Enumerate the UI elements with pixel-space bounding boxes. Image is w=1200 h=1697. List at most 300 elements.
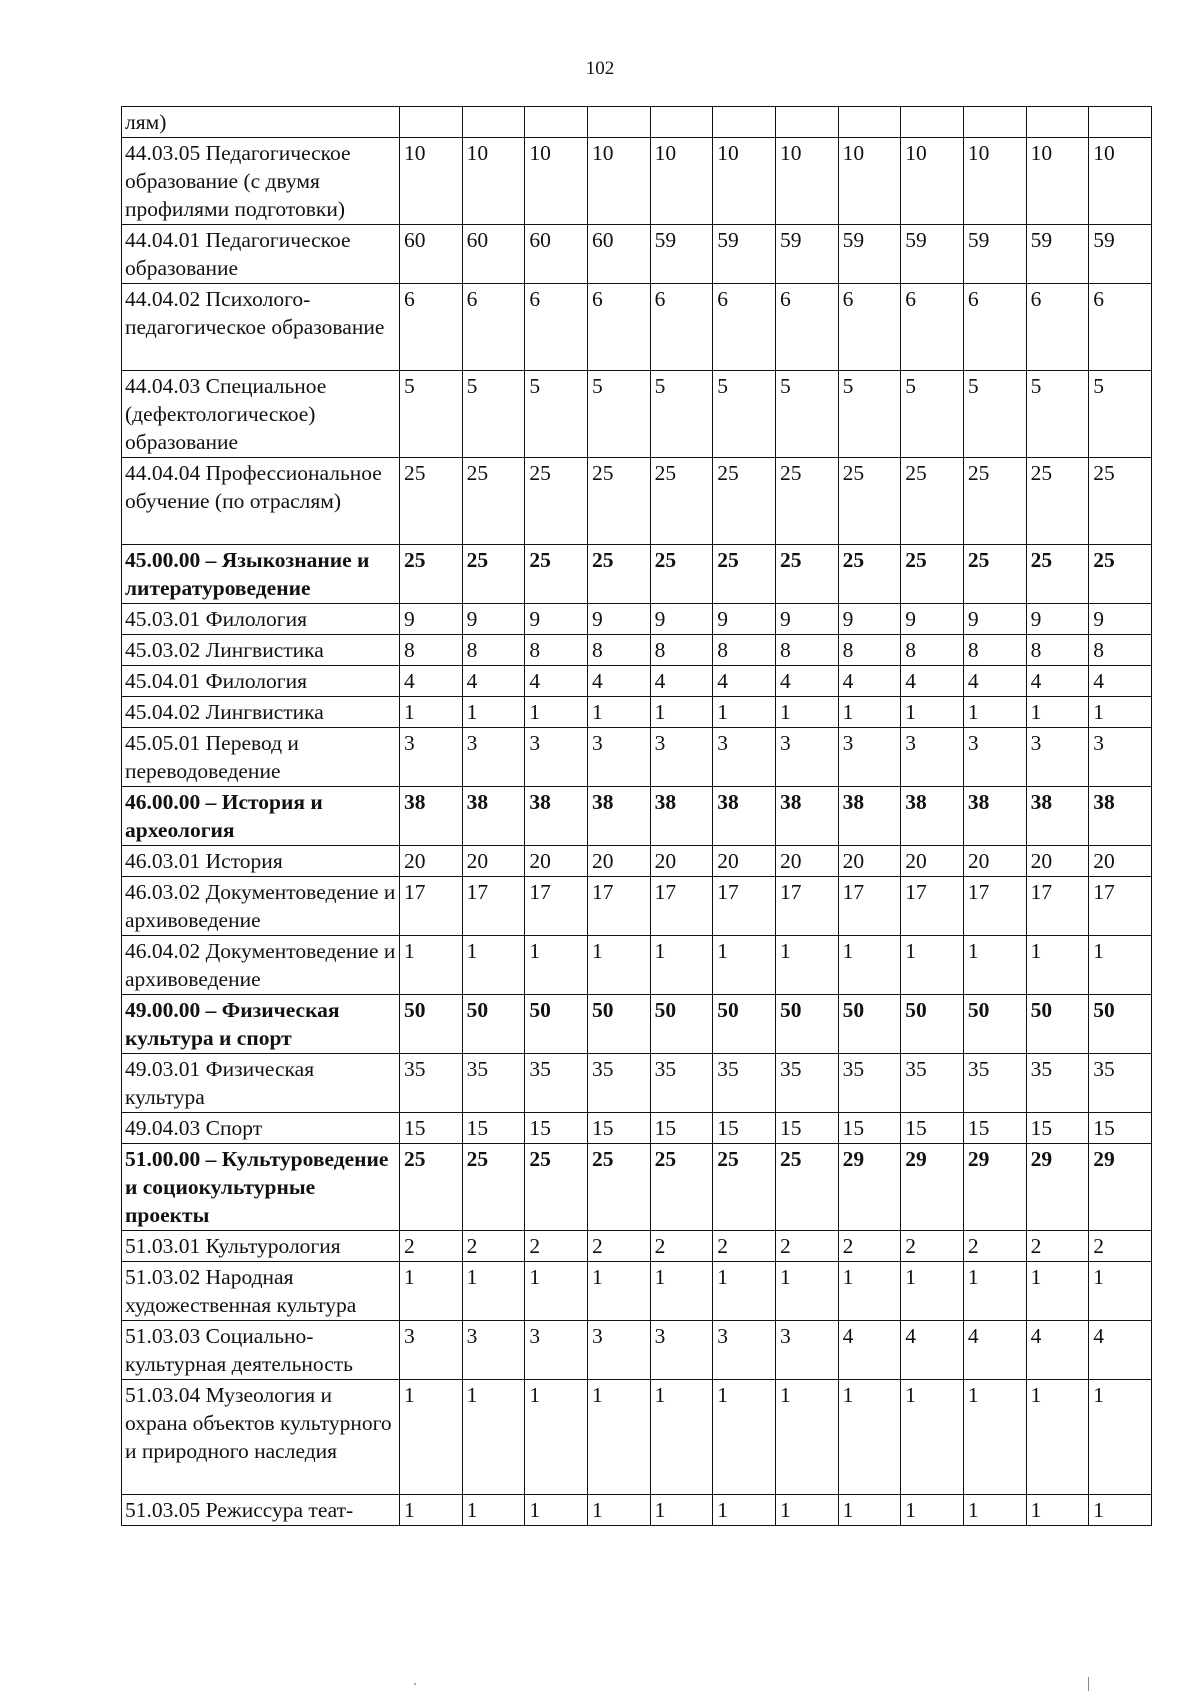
scan-mark (1088, 1677, 1089, 1691)
value-cell: 10 (963, 138, 1026, 225)
value-cell: 1 (963, 1495, 1026, 1526)
value-cell: 35 (462, 1054, 525, 1113)
value-cell: 50 (525, 995, 588, 1054)
value-cell: 5 (400, 371, 463, 458)
value-cell: 10 (713, 138, 776, 225)
value-cell: 10 (462, 138, 525, 225)
value-cell: 25 (1026, 545, 1089, 604)
value-cell: 3 (963, 728, 1026, 787)
value-cell: 4 (901, 1321, 964, 1380)
value-cell: 25 (1089, 545, 1152, 604)
value-cell: 20 (1089, 846, 1152, 877)
value-cell: 59 (838, 225, 901, 284)
row-label: 51.03.04 Музеология и охрана объектов культурного и природного наследия (122, 1380, 400, 1495)
value-cell: 6 (713, 284, 776, 371)
value-cell: 3 (587, 728, 650, 787)
value-cell: 1 (901, 1262, 964, 1321)
value-cell: 59 (1089, 225, 1152, 284)
value-cell: 38 (650, 787, 713, 846)
value-cell: 1 (901, 1495, 964, 1526)
value-cell: 4 (1026, 666, 1089, 697)
value-cell: 1 (838, 1495, 901, 1526)
value-cell: 15 (838, 1113, 901, 1144)
value-cell (1026, 107, 1089, 138)
value-cell: 20 (525, 846, 588, 877)
value-cell: 15 (713, 1113, 776, 1144)
table-group-row (122, 545, 1152, 604)
value-cell: 3 (525, 728, 588, 787)
value-cell: 38 (462, 787, 525, 846)
value-cell: 17 (901, 877, 964, 936)
value-cell: 15 (963, 1113, 1026, 1144)
value-cell: 50 (400, 995, 463, 1054)
value-cell: 1 (775, 697, 838, 728)
value-cell: 1 (963, 1380, 1026, 1495)
value-cell: 25 (587, 1144, 650, 1231)
value-cell (587, 107, 650, 138)
table-row (122, 284, 1152, 371)
value-cell: 4 (838, 666, 901, 697)
value-cell: 38 (400, 787, 463, 846)
value-cell (838, 107, 901, 138)
value-cell: 10 (650, 138, 713, 225)
value-cell: 1 (1089, 1495, 1152, 1526)
table-row (122, 458, 1152, 545)
value-cell: 1 (713, 936, 776, 995)
value-cell: 25 (1089, 458, 1152, 545)
value-cell: 3 (1026, 728, 1089, 787)
value-cell: 4 (901, 666, 964, 697)
value-cell: 6 (400, 284, 463, 371)
value-cell: 25 (713, 1144, 776, 1231)
value-cell: 3 (525, 1321, 588, 1380)
value-cell: 4 (1089, 1321, 1152, 1380)
value-cell: 35 (775, 1054, 838, 1113)
value-cell: 25 (901, 545, 964, 604)
value-cell: 38 (587, 787, 650, 846)
value-cell: 9 (1089, 604, 1152, 635)
value-cell: 5 (963, 371, 1026, 458)
value-cell: 1 (525, 697, 588, 728)
value-cell: 17 (587, 877, 650, 936)
value-cell: 6 (838, 284, 901, 371)
value-cell: 8 (775, 635, 838, 666)
value-cell: 17 (525, 877, 588, 936)
value-cell: 9 (838, 604, 901, 635)
value-cell: 1 (1026, 1495, 1089, 1526)
value-cell: 6 (525, 284, 588, 371)
value-cell: 4 (1089, 666, 1152, 697)
value-cell: 6 (901, 284, 964, 371)
value-cell: 5 (525, 371, 588, 458)
value-cell: 1 (587, 697, 650, 728)
value-cell: 38 (1089, 787, 1152, 846)
table-row (122, 877, 1152, 936)
value-cell: 17 (462, 877, 525, 936)
value-cell: 3 (901, 728, 964, 787)
row-label: 49.00.00 – Физическая культура и спорт (122, 995, 400, 1054)
value-cell: 1 (1026, 936, 1089, 995)
value-cell: 2 (525, 1231, 588, 1262)
value-cell: 1 (901, 936, 964, 995)
value-cell: 8 (587, 635, 650, 666)
value-cell: 10 (525, 138, 588, 225)
value-cell: 60 (400, 225, 463, 284)
value-cell: 2 (1089, 1231, 1152, 1262)
value-cell: 8 (901, 635, 964, 666)
value-cell: 38 (525, 787, 588, 846)
value-cell: 29 (1089, 1144, 1152, 1231)
value-cell: 25 (462, 545, 525, 604)
table-row (122, 1231, 1152, 1262)
row-label: 51.03.03 Социально-культурная деятельность (122, 1321, 400, 1380)
value-cell: 35 (901, 1054, 964, 1113)
value-cell: 10 (587, 138, 650, 225)
row-label: 45.04.02 Лингвистика (122, 697, 400, 728)
value-cell: 6 (775, 284, 838, 371)
value-cell: 38 (963, 787, 1026, 846)
value-cell: 35 (963, 1054, 1026, 1113)
table-row (122, 1321, 1152, 1380)
value-cell: 17 (400, 877, 463, 936)
value-cell: 3 (400, 1321, 463, 1380)
value-cell: 4 (713, 666, 776, 697)
row-label: 51.00.00 – Культуроведение и социокультурные проекты (122, 1144, 400, 1231)
value-cell: 5 (1026, 371, 1089, 458)
value-cell: 2 (400, 1231, 463, 1262)
value-cell: 35 (650, 1054, 713, 1113)
value-cell: 38 (1026, 787, 1089, 846)
value-cell: 9 (525, 604, 588, 635)
row-label: 51.03.02 Народная художественная культура (122, 1262, 400, 1321)
value-cell: 29 (963, 1144, 1026, 1231)
value-cell: 1 (775, 1495, 838, 1526)
value-cell: 1 (587, 1262, 650, 1321)
row-label: 46.00.00 – История и археология (122, 787, 400, 846)
value-cell: 50 (1026, 995, 1089, 1054)
value-cell (713, 107, 776, 138)
value-cell: 9 (462, 604, 525, 635)
value-cell: 5 (1089, 371, 1152, 458)
value-cell: 10 (1026, 138, 1089, 225)
value-cell: 5 (587, 371, 650, 458)
value-cell: 29 (838, 1144, 901, 1231)
value-cell: 1 (1089, 697, 1152, 728)
value-cell: 1 (901, 697, 964, 728)
value-cell: 1 (400, 697, 463, 728)
value-cell: 6 (650, 284, 713, 371)
value-cell: 38 (713, 787, 776, 846)
value-cell: 1 (525, 1495, 588, 1526)
table-row (122, 1113, 1152, 1144)
value-cell: 25 (838, 458, 901, 545)
value-cell: 9 (775, 604, 838, 635)
value-cell: 17 (775, 877, 838, 936)
value-cell: 1 (838, 936, 901, 995)
value-cell: 25 (775, 1144, 838, 1231)
value-cell: 50 (650, 995, 713, 1054)
value-cell: 1 (963, 697, 1026, 728)
value-cell: 25 (838, 545, 901, 604)
value-cell: 1 (650, 1262, 713, 1321)
value-cell: 9 (963, 604, 1026, 635)
value-cell: 5 (775, 371, 838, 458)
value-cell: 8 (838, 635, 901, 666)
table-row (122, 635, 1152, 666)
value-cell: 10 (400, 138, 463, 225)
table-row (122, 697, 1152, 728)
value-cell: 60 (525, 225, 588, 284)
value-cell: 35 (400, 1054, 463, 1113)
value-cell: 8 (462, 635, 525, 666)
value-cell: 20 (963, 846, 1026, 877)
value-cell: 17 (838, 877, 901, 936)
value-cell: 15 (525, 1113, 588, 1144)
value-cell: 1 (838, 1380, 901, 1495)
table-group-row (122, 995, 1152, 1054)
table-row (122, 728, 1152, 787)
value-cell: 2 (901, 1231, 964, 1262)
row-label: 51.03.05 Режиссура теат- (122, 1495, 400, 1526)
value-cell: 59 (713, 225, 776, 284)
value-cell: 59 (901, 225, 964, 284)
value-cell: 2 (650, 1231, 713, 1262)
value-cell: 1 (963, 936, 1026, 995)
value-cell (462, 107, 525, 138)
value-cell: 1 (525, 1262, 588, 1321)
value-cell: 25 (901, 458, 964, 545)
value-cell: 20 (1026, 846, 1089, 877)
value-cell: 38 (775, 787, 838, 846)
value-cell: 1 (838, 697, 901, 728)
value-cell: 5 (650, 371, 713, 458)
value-cell: 3 (587, 1321, 650, 1380)
value-cell: 20 (838, 846, 901, 877)
value-cell (901, 107, 964, 138)
value-cell: 15 (587, 1113, 650, 1144)
value-cell: 4 (963, 666, 1026, 697)
value-cell: 25 (650, 545, 713, 604)
row-label: 45.03.02 Лингвистика (122, 635, 400, 666)
value-cell: 3 (713, 1321, 776, 1380)
value-cell: 25 (462, 458, 525, 545)
value-cell: 35 (713, 1054, 776, 1113)
value-cell: 15 (400, 1113, 463, 1144)
value-cell: 50 (775, 995, 838, 1054)
value-cell: 29 (1026, 1144, 1089, 1231)
value-cell: 3 (775, 728, 838, 787)
value-cell: 8 (650, 635, 713, 666)
value-cell: 6 (963, 284, 1026, 371)
value-cell: 5 (838, 371, 901, 458)
value-cell: 20 (713, 846, 776, 877)
value-cell: 1 (462, 936, 525, 995)
value-cell: 3 (838, 728, 901, 787)
value-cell: 9 (400, 604, 463, 635)
value-cell: 25 (650, 458, 713, 545)
value-cell: 35 (1089, 1054, 1152, 1113)
table-row (122, 1495, 1152, 1526)
value-cell (775, 107, 838, 138)
value-cell: 3 (462, 1321, 525, 1380)
value-cell: 5 (713, 371, 776, 458)
value-cell: 4 (650, 666, 713, 697)
row-label: 45.05.01 Перевод и переводоведение (122, 728, 400, 787)
value-cell: 1 (1026, 1380, 1089, 1495)
value-cell: 2 (1026, 1231, 1089, 1262)
value-cell: 25 (462, 1144, 525, 1231)
value-cell (400, 107, 463, 138)
table-body (122, 107, 1152, 1526)
value-cell: 1 (1089, 1262, 1152, 1321)
value-cell: 3 (713, 728, 776, 787)
row-label: 46.04.02 Документоведение и архивоведение (122, 936, 400, 995)
table-row (122, 846, 1152, 877)
value-cell: 6 (1026, 284, 1089, 371)
value-cell: 25 (400, 545, 463, 604)
value-cell: 1 (901, 1380, 964, 1495)
value-cell: 17 (1026, 877, 1089, 936)
value-cell: 25 (963, 545, 1026, 604)
value-cell: 8 (1089, 635, 1152, 666)
row-label: 45.04.01 Филология (122, 666, 400, 697)
value-cell: 1 (713, 1262, 776, 1321)
table-row (122, 936, 1152, 995)
value-cell: 6 (462, 284, 525, 371)
value-cell: 15 (775, 1113, 838, 1144)
value-cell: 10 (775, 138, 838, 225)
value-cell (963, 107, 1026, 138)
value-cell: 1 (587, 1380, 650, 1495)
value-cell: 15 (1089, 1113, 1152, 1144)
row-label: 44.03.05 Педагогическое образование (с двумя профилями подготовки) (122, 138, 400, 225)
value-cell: 15 (1026, 1113, 1089, 1144)
value-cell: 1 (650, 936, 713, 995)
value-cell: 50 (713, 995, 776, 1054)
value-cell: 50 (838, 995, 901, 1054)
value-cell: 20 (400, 846, 463, 877)
value-cell: 4 (775, 666, 838, 697)
value-cell: 1 (525, 1380, 588, 1495)
value-cell: 25 (713, 458, 776, 545)
value-cell: 9 (1026, 604, 1089, 635)
value-cell: 59 (1026, 225, 1089, 284)
value-cell: 25 (775, 545, 838, 604)
table-row (122, 1054, 1152, 1113)
value-cell: 6 (587, 284, 650, 371)
value-cell: 3 (1089, 728, 1152, 787)
value-cell: 25 (400, 1144, 463, 1231)
value-cell: 2 (462, 1231, 525, 1262)
value-cell: 8 (713, 635, 776, 666)
value-cell: 1 (775, 1262, 838, 1321)
value-cell: 25 (587, 458, 650, 545)
value-cell: 1 (400, 936, 463, 995)
value-cell: 1 (713, 1495, 776, 1526)
value-cell: 1 (713, 1380, 776, 1495)
value-cell: 1 (462, 1380, 525, 1495)
value-cell: 8 (1026, 635, 1089, 666)
table-group-row (122, 1144, 1152, 1231)
value-cell: 60 (587, 225, 650, 284)
row-label: 44.04.04 Профессиональное обучение (по отраслям) (122, 458, 400, 545)
value-cell: 3 (775, 1321, 838, 1380)
value-cell: 25 (525, 1144, 588, 1231)
value-cell: 1 (587, 1495, 650, 1526)
value-cell: 25 (587, 545, 650, 604)
table-row (122, 371, 1152, 458)
row-label: 49.03.01 Физическая культура (122, 1054, 400, 1113)
table-row (122, 138, 1152, 225)
value-cell: 20 (462, 846, 525, 877)
value-cell: 9 (901, 604, 964, 635)
value-cell: 2 (587, 1231, 650, 1262)
value-cell (650, 107, 713, 138)
value-cell: 4 (587, 666, 650, 697)
row-label: 44.04.02 Психолого-педагогическое образование (122, 284, 400, 371)
value-cell: 35 (587, 1054, 650, 1113)
value-cell: 20 (901, 846, 964, 877)
value-cell: 1 (400, 1380, 463, 1495)
table-row (122, 107, 1152, 138)
value-cell: 9 (650, 604, 713, 635)
value-cell: 25 (525, 545, 588, 604)
value-cell: 4 (525, 666, 588, 697)
value-cell: 3 (650, 728, 713, 787)
value-cell: 29 (901, 1144, 964, 1231)
row-label: 49.04.03 Спорт (122, 1113, 400, 1144)
value-cell: 2 (775, 1231, 838, 1262)
value-cell: 15 (462, 1113, 525, 1144)
value-cell (1089, 107, 1152, 138)
value-cell: 35 (838, 1054, 901, 1113)
row-label: 44.04.01 Педагогическое образование (122, 225, 400, 284)
value-cell: 1 (1089, 1380, 1152, 1495)
value-cell: 6 (1089, 284, 1152, 371)
value-cell: 17 (963, 877, 1026, 936)
page-number: 102 (585, 58, 615, 79)
row-label: 46.03.02 Документоведение и архивоведение (122, 877, 400, 936)
table-row (122, 1262, 1152, 1321)
value-cell: 9 (713, 604, 776, 635)
value-cell: 10 (838, 138, 901, 225)
value-cell: 1 (462, 1262, 525, 1321)
value-cell: 3 (462, 728, 525, 787)
value-cell: 4 (462, 666, 525, 697)
value-cell: 2 (713, 1231, 776, 1262)
value-cell: 1 (462, 697, 525, 728)
table-row (122, 1380, 1152, 1495)
table-group-row (122, 787, 1152, 846)
row-label: 45.03.01 Филология (122, 604, 400, 635)
value-cell: 1 (650, 1380, 713, 1495)
value-cell: 10 (901, 138, 964, 225)
value-cell: 8 (525, 635, 588, 666)
value-cell: 1 (462, 1495, 525, 1526)
value-cell: 4 (1026, 1321, 1089, 1380)
row-label: 46.03.01 История (122, 846, 400, 877)
value-cell: 25 (713, 545, 776, 604)
value-cell: 10 (1089, 138, 1152, 225)
value-cell: 59 (775, 225, 838, 284)
value-cell (525, 107, 588, 138)
value-cell: 38 (901, 787, 964, 846)
value-cell: 9 (587, 604, 650, 635)
row-label: 51.03.01 Культурология (122, 1231, 400, 1262)
value-cell: 50 (462, 995, 525, 1054)
value-cell: 25 (1026, 458, 1089, 545)
row-label: 44.04.03 Специальное (дефектологическое) образование (122, 371, 400, 458)
